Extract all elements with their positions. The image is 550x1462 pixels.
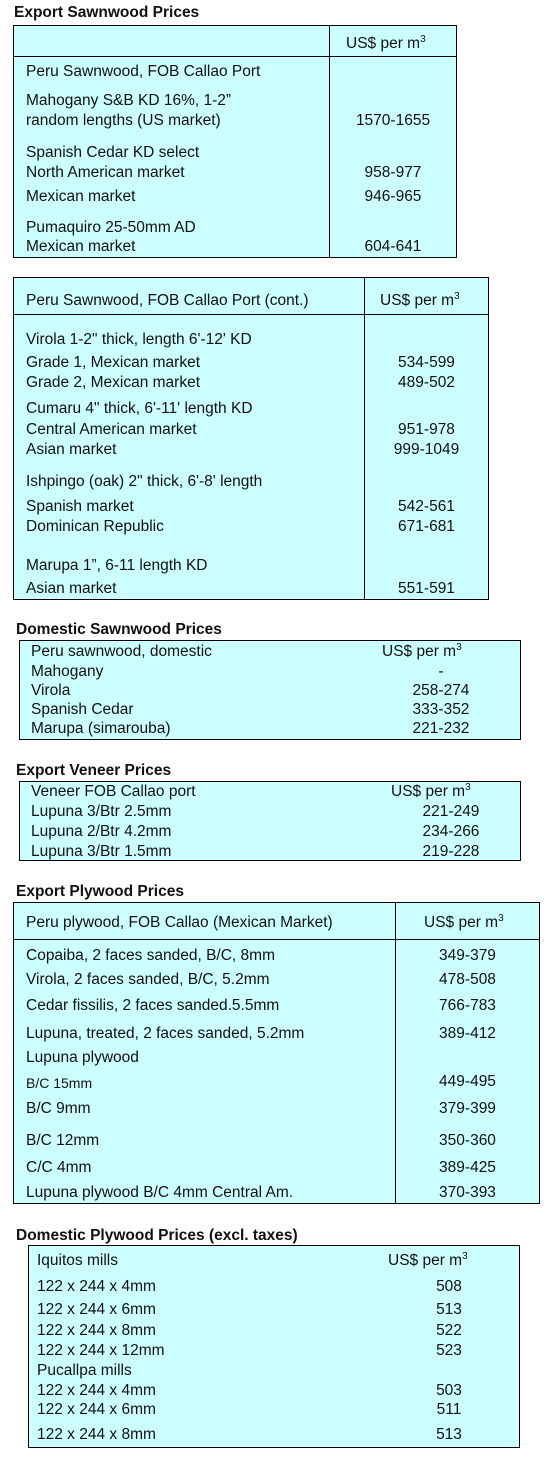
section-title-export-sawnwood: Export Sawnwood Prices	[14, 4, 200, 21]
row-label: Lupuna 2/Btr 4.2mm	[31, 823, 172, 840]
row-label: Grade 2, Mexican market	[26, 374, 201, 391]
row-label: Spanish market	[26, 498, 134, 515]
row-label: Mahogany	[31, 663, 104, 680]
row-value: 503	[436, 1382, 462, 1399]
row-value: 449-495	[439, 1073, 496, 1090]
row-label: 122 x 244 x 6mm	[37, 1301, 156, 1318]
row-value: 221-232	[412, 720, 470, 737]
row-value: 671-681	[398, 518, 455, 535]
row-label: Dominican Republic	[26, 518, 164, 535]
unit-header: US$ per $m^3$	[424, 912, 504, 931]
row-label: Pucallpa mills	[37, 1362, 132, 1379]
row-label: random lengths (US market)	[26, 112, 221, 129]
row-value: 958-977	[364, 164, 422, 181]
row-label: B/C 9mm	[26, 1100, 91, 1117]
row-label: Copaiba, 2 faces sanded, B/C, 8mm	[26, 947, 275, 964]
row-label: C/C 4mm	[26, 1159, 92, 1176]
row-value: 489-502	[398, 374, 455, 391]
row-value: 999-1049	[393, 441, 460, 458]
section-title-domestic-sawnwood: Domestic Sawnwood Prices	[16, 621, 222, 638]
row-value: 389-412	[439, 1025, 496, 1042]
row-label: Central American market	[26, 421, 197, 438]
unit-header: US$ per $m^3$	[380, 290, 460, 309]
row-label: B/C 12mm	[26, 1132, 100, 1149]
row-value: 1570-1655	[355, 112, 431, 129]
row-value: 604-641	[364, 238, 422, 255]
row-label: Ishpingo (oak) 2" thick, 6'-8' length	[26, 473, 263, 490]
row-value: 534-599	[398, 354, 455, 371]
row-label: Virola, 2 faces sanded, B/C, 5.2mm	[26, 971, 270, 988]
row-value: 508	[436, 1278, 462, 1295]
row-label: Cedar fissilis, 2 faces sanded.5.5mm	[26, 997, 280, 1014]
row-label: 122 x 244 x 4mm	[37, 1278, 156, 1295]
section-title-export-veneer: Export Veneer Prices	[16, 762, 172, 779]
table-header-label: Veneer FOB Callao port	[31, 783, 196, 800]
section-title-domestic-plywood: Domestic Plywood Prices (excl. taxes)	[16, 1227, 298, 1244]
header-divider	[14, 939, 539, 940]
row-value: 333-352	[412, 701, 470, 718]
row-label: Cumaru 4" thick, 6'-11' length KD	[26, 400, 253, 417]
row-value: -	[438, 663, 444, 680]
row-value: 511	[436, 1401, 462, 1418]
row-label: Peru Sawnwood, FOB Callao Port	[26, 63, 261, 80]
row-label: 122 x 244 x 4mm	[37, 1382, 156, 1399]
row-value: 522	[436, 1322, 462, 1339]
row-label: B/C 15mm	[26, 1075, 93, 1091]
row-label: Spanish Cedar	[31, 701, 134, 718]
header-divider	[14, 314, 488, 315]
unit-header: US$ per $m^3$	[388, 1250, 468, 1269]
row-label: Grade 1, Mexican market	[26, 354, 201, 371]
row-label: Marupa 1”, 6-11 length KD	[26, 557, 208, 574]
row-label: Lupuna 3/Btr 1.5mm	[31, 843, 172, 860]
row-label: Mahogany S&B KD 16%, 1-2”	[26, 92, 232, 109]
table-header-label: Peru Sawnwood, FOB Callao Port (cont.)	[26, 292, 309, 309]
row-label: North American market	[26, 164, 185, 181]
unit-header: US$ per $m^3$	[346, 33, 426, 52]
row-label: Pumaquiro 25-50mm AD	[26, 219, 196, 236]
row-value: 951-978	[398, 421, 455, 438]
row-label: Virola 1-2" thick, length 6'-12' KD	[26, 331, 252, 348]
export-sawnwood-cont-table	[13, 277, 489, 600]
row-value: 258-274	[412, 682, 470, 699]
row-label: Spanish Cedar KD select	[26, 144, 200, 161]
row-label: Mexican market	[26, 238, 136, 255]
row-label: 122 x 244 x 8mm	[37, 1322, 156, 1339]
domestic-sawnwood-table	[19, 640, 521, 740]
domestic-plywood-table	[28, 1245, 520, 1448]
row-label: Lupuna 3/Btr 2.5mm	[31, 803, 172, 820]
row-label: Virola	[31, 682, 71, 699]
row-value: 370-393	[439, 1184, 496, 1201]
unit-header: US$ per $m^3$	[382, 641, 462, 660]
row-value: 389-425	[439, 1159, 496, 1176]
row-label: 122 x 244 x 12mm	[37, 1342, 165, 1359]
table-header-label: Iquitos mills	[37, 1252, 118, 1269]
section-title-export-plywood: Export Plywood Prices	[16, 883, 184, 900]
row-label: Lupuna plywood B/C 4mm Central Am.	[26, 1184, 294, 1201]
row-value: 523	[436, 1342, 462, 1359]
row-label: Marupa (simarouba)	[31, 720, 171, 737]
table-header-label: Peru sawnwood, domestic	[31, 643, 212, 660]
row-value: 478-508	[439, 971, 496, 988]
export-sawnwood-table	[13, 25, 457, 258]
row-label: Lupuna plywood	[26, 1049, 139, 1066]
row-value: 551-591	[398, 580, 455, 597]
row-value: 221-249	[422, 803, 480, 820]
row-label: 122 x 244 x 8mm	[37, 1426, 156, 1443]
row-label: Mexican market	[26, 188, 136, 205]
export-veneer-table	[19, 781, 521, 861]
row-label: Asian market	[26, 441, 117, 458]
row-label: Lupuna, treated, 2 faces sanded, 5.2mm	[26, 1025, 305, 1042]
export-plywood-table	[13, 902, 540, 1204]
row-value: 513	[436, 1301, 462, 1318]
row-value: 766-783	[439, 997, 496, 1014]
row-value: 946-965	[364, 188, 422, 205]
row-value: 350-360	[439, 1132, 496, 1149]
row-value: 513	[436, 1426, 462, 1443]
row-value: 349-379	[439, 947, 496, 964]
row-label: Asian market	[26, 580, 117, 597]
header-divider	[14, 56, 456, 57]
row-value: 234-266	[422, 823, 480, 840]
row-label: 122 x 244 x 6mm	[37, 1401, 156, 1418]
row-value: 379-399	[439, 1100, 496, 1117]
row-value: 542-561	[398, 498, 455, 515]
unit-header: US$ per $m^3$	[391, 781, 471, 800]
table-header-label: Peru plywood, FOB Callao (Mexican Market)	[26, 914, 333, 931]
column-divider	[329, 26, 330, 257]
row-value: 219-228	[422, 843, 480, 860]
